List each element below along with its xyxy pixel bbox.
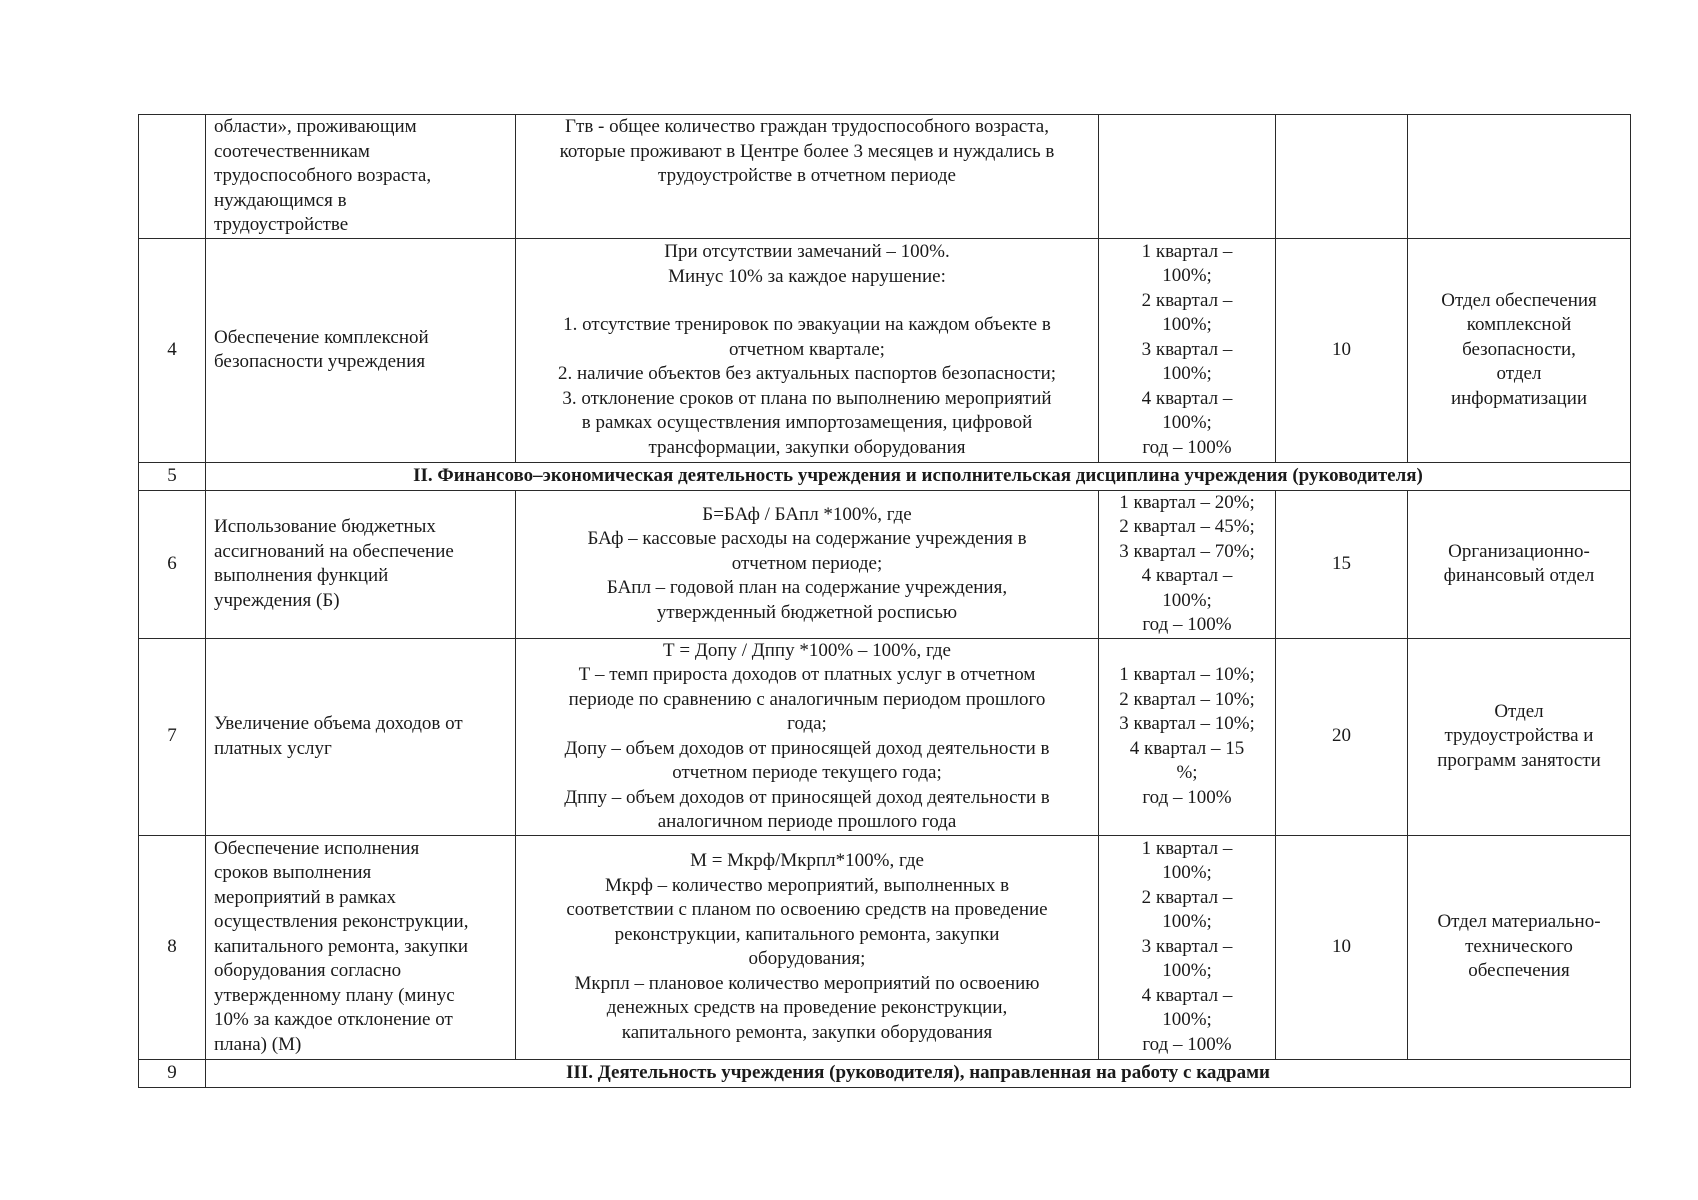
formula-cell xyxy=(516,835,1099,1059)
formula-cell xyxy=(516,238,1099,462)
indicator-name-cell xyxy=(206,238,516,462)
period-line: 100%; xyxy=(1162,960,1212,982)
period-line: 100%; xyxy=(1162,363,1212,385)
formula-line: М = Мкрф/Мкрпл*100%, где xyxy=(690,850,924,871)
formula-line: Гтв - общее количество граждан трудоспособного возраста, xyxy=(565,116,1049,137)
indicator-name-line: Обеспечение исполнения xyxy=(214,837,420,859)
period-line: 2 квартал – xyxy=(1141,289,1233,311)
row-number-cell: 6 xyxy=(139,490,206,638)
kpi-table xyxy=(138,114,1631,1088)
formula-line: Минус 10% за каждое нарушение: xyxy=(668,265,946,287)
formula-list-item: 3. отклонение сроков от плана по выполнению мероприятий xyxy=(562,387,1052,409)
department-line: комплексной xyxy=(1466,314,1572,336)
indicator-name-line: сроков выполнения xyxy=(214,862,372,884)
period-line: 1 квартал – xyxy=(1141,240,1233,262)
formula-line: отчетном периоде текущего года; xyxy=(672,762,942,783)
department-line: безопасности, xyxy=(1462,338,1576,360)
formula-line: утвержденный бюджетной росписью xyxy=(656,601,958,623)
period-line: 100%; xyxy=(1162,862,1212,884)
formula-line: трудоустройстве в отчетном периоде xyxy=(658,165,956,186)
formula-line: года; xyxy=(787,713,827,734)
indicator-name-line: мероприятий в рамках xyxy=(214,886,396,908)
period-line: 4 квартал – xyxy=(1141,387,1233,409)
department-line: технического xyxy=(1465,935,1573,957)
department-cell xyxy=(1408,835,1631,1059)
department-cell xyxy=(1408,490,1631,638)
formula-line: Т = Допу / Дппу *100% – 100%, где xyxy=(663,639,951,661)
section-title: II. Финансово–экономическая деятельность учреждения и исполнительская дисциплина учреждения (руководителя) xyxy=(206,462,1631,490)
section-row-9 xyxy=(139,1059,1631,1087)
formula-line: При отсутствии замечаний – 100%. xyxy=(664,241,950,262)
formula-line: БАф – кассовые расходы на содержание учреждения в xyxy=(587,528,1027,550)
period-line: 100%; xyxy=(1162,265,1212,287)
department-line: информатизации xyxy=(1450,387,1588,409)
indicator-name-line: Увеличение объема доходов от xyxy=(214,713,463,734)
table-row-6 xyxy=(139,490,1631,638)
table-row-7 xyxy=(139,638,1631,835)
formula-line: Т – темп прироста доходов от платных услуг в отчетном xyxy=(578,664,1036,685)
formula-list-item: 2. наличие объектов без актуальных паспортов безопасности; xyxy=(557,363,1057,384)
table-row-8 xyxy=(139,835,1631,1059)
period-line: 100%; xyxy=(1162,412,1212,434)
row-number-cell: 7 xyxy=(139,638,206,835)
formula-line: денежных средств на проведение реконструкции, xyxy=(606,997,1008,1018)
department-line: Отдел xyxy=(1494,700,1544,722)
formula-line: периоде по сравнению с аналогичным периодом прошлого xyxy=(568,688,1046,710)
department-line: трудоустройства и xyxy=(1444,725,1594,747)
formula-line: капитального ремонта, закупки оборудования xyxy=(621,1021,993,1043)
period-line: 2 квартал – 10%; xyxy=(1119,688,1255,710)
formula-line: Допу – объем доходов от приносящей доход деятельности в xyxy=(564,737,1050,759)
department-line: программ занятости xyxy=(1437,749,1601,771)
table-row-4 xyxy=(139,238,1631,462)
period-line: 4 квартал – 15 xyxy=(1129,737,1245,759)
indicator-name-line: выполнения функций xyxy=(214,565,389,586)
indicator-name-line: соотечественникам xyxy=(214,140,370,162)
periods-cell xyxy=(1099,115,1276,239)
formula-cell xyxy=(516,490,1099,638)
weight-cell: 10 xyxy=(1276,238,1408,462)
indicator-name-cell xyxy=(206,490,516,638)
row-number-cell: 5 xyxy=(139,462,206,490)
formula-line: отчетном периоде; xyxy=(731,552,883,574)
section-row-5 xyxy=(139,462,1631,490)
formula-line: Мкрф – количество мероприятий, выполненных в xyxy=(604,874,1010,896)
formula-line: которые проживают в Центре более 3 месяцев и нуждались в xyxy=(559,140,1055,162)
periods-cell xyxy=(1099,238,1276,462)
indicator-name-line: оборудования согласно xyxy=(214,960,402,982)
indicator-name-line: трудоустройстве xyxy=(214,214,349,235)
department-line: Отдел обеспечения xyxy=(1441,289,1597,311)
formula-line: Мкрпл – плановое количество мероприятий по освоению xyxy=(574,972,1040,994)
indicator-name-line: осуществления реконструкции, xyxy=(214,911,469,933)
department-line: Отдел материально- xyxy=(1437,911,1601,933)
formula-line: БАпл – годовой план на содержание учреждения, xyxy=(606,577,1008,599)
period-line: 100%; xyxy=(1162,314,1212,336)
indicator-name-line: безопасности учреждения xyxy=(214,351,426,372)
periods-cell xyxy=(1099,835,1276,1059)
row-number-cell: 9 xyxy=(139,1059,206,1087)
indicator-name-line: капитального ремонта, закупки xyxy=(214,935,469,957)
period-line: 4 квартал – xyxy=(1141,984,1233,1006)
department-line: финансовый отдел xyxy=(1443,565,1595,586)
department-cell xyxy=(1408,238,1631,462)
formula-cell xyxy=(516,638,1099,835)
period-line: 2 квартал – xyxy=(1141,886,1233,908)
weight-cell: 10 xyxy=(1276,835,1408,1059)
indicator-name-line: учреждения (Б) xyxy=(214,589,340,611)
formula-line: Б=БАф / БАпл *100%, где xyxy=(702,503,912,525)
periods-cell xyxy=(1099,638,1276,835)
row-number-cell xyxy=(139,115,206,239)
period-line: год – 100% xyxy=(1142,1033,1232,1055)
formula-cell xyxy=(516,115,1099,239)
indicator-name-line: платных услуг xyxy=(214,737,332,759)
period-line: 3 квартал – xyxy=(1141,338,1233,360)
section-title: III. Деятельность учреждения (руководителя), направленная на работу с кадрами xyxy=(206,1059,1631,1087)
indicator-name-line: плана) (М) xyxy=(214,1033,302,1055)
department-line: обеспечения xyxy=(1468,960,1570,982)
period-line: 3 квартал – xyxy=(1141,935,1233,957)
formula-spacer xyxy=(524,289,1090,313)
department-line: отдел xyxy=(1496,363,1542,385)
period-line: 100%; xyxy=(1162,589,1212,611)
indicator-name-cell xyxy=(206,835,516,1059)
period-line: 100%; xyxy=(1162,911,1212,933)
indicator-name-line: 10% за каждое отклонение от xyxy=(214,1009,453,1031)
department-cell xyxy=(1408,638,1631,835)
department-line: Организационно- xyxy=(1448,540,1590,562)
row-number-cell: 4 xyxy=(139,238,206,462)
indicator-name-line: ассигнований на обеспечение xyxy=(214,540,454,562)
indicator-name-line: области», проживающим xyxy=(214,116,417,137)
row-number-cell: 8 xyxy=(139,835,206,1059)
indicator-name-line: трудоспособного возраста, xyxy=(214,165,432,186)
period-line: 3 квартал – 70%; xyxy=(1119,540,1255,562)
formula-line: реконструкции, капитального ремонта, закупки xyxy=(614,923,1000,945)
period-line: 1 квартал – 10%; xyxy=(1119,664,1255,685)
period-line: 3 квартал – 10%; xyxy=(1119,713,1255,734)
weight-cell: 20 xyxy=(1276,638,1408,835)
period-line: 4 квартал – xyxy=(1141,565,1233,586)
indicator-name-line: Использование бюджетных xyxy=(214,516,436,537)
formula-line: соответствии с планом по освоению средств на проведение xyxy=(566,899,1048,920)
indicator-name-line: Обеспечение комплексной xyxy=(214,326,429,348)
period-line: 1 квартал – 20%; xyxy=(1119,491,1255,513)
indicator-name-line: нуждающимся в xyxy=(214,189,347,211)
period-line: год – 100% xyxy=(1142,614,1232,635)
weight-cell: 15 xyxy=(1276,490,1408,638)
periods-cell xyxy=(1099,490,1276,638)
period-line: %; xyxy=(1176,762,1198,783)
indicator-name-cell xyxy=(206,638,516,835)
table-row-continuation xyxy=(139,115,1631,239)
formula-list-item: в рамках осуществления импортозамещения, цифровой xyxy=(581,412,1033,433)
period-line: 1 квартал – xyxy=(1141,837,1233,859)
indicator-name-line: утвержденному плану (минус xyxy=(214,984,455,1006)
department-cell xyxy=(1408,115,1631,239)
formula-list-item: отчетном квартале; xyxy=(729,338,885,360)
indicator-name-cell xyxy=(206,115,516,239)
period-line: 100%; xyxy=(1162,1009,1212,1031)
formula-list-item: трансформации, закупки оборудования xyxy=(648,436,966,458)
formula-line: аналогичном периоде прошлого года xyxy=(657,811,957,832)
period-line: год – 100% xyxy=(1142,786,1232,808)
period-line: год – 100% xyxy=(1142,436,1232,458)
period-line: 2 квартал – 45%; xyxy=(1119,516,1255,537)
formula-list-item: 1. отсутствие тренировок по эвакуации на каждом объекте в xyxy=(563,314,1051,335)
formula-line: оборудования; xyxy=(748,948,866,969)
formula-line: Дппу – объем доходов от приносящей доход деятельности в xyxy=(564,786,1050,808)
weight-cell xyxy=(1276,115,1408,239)
